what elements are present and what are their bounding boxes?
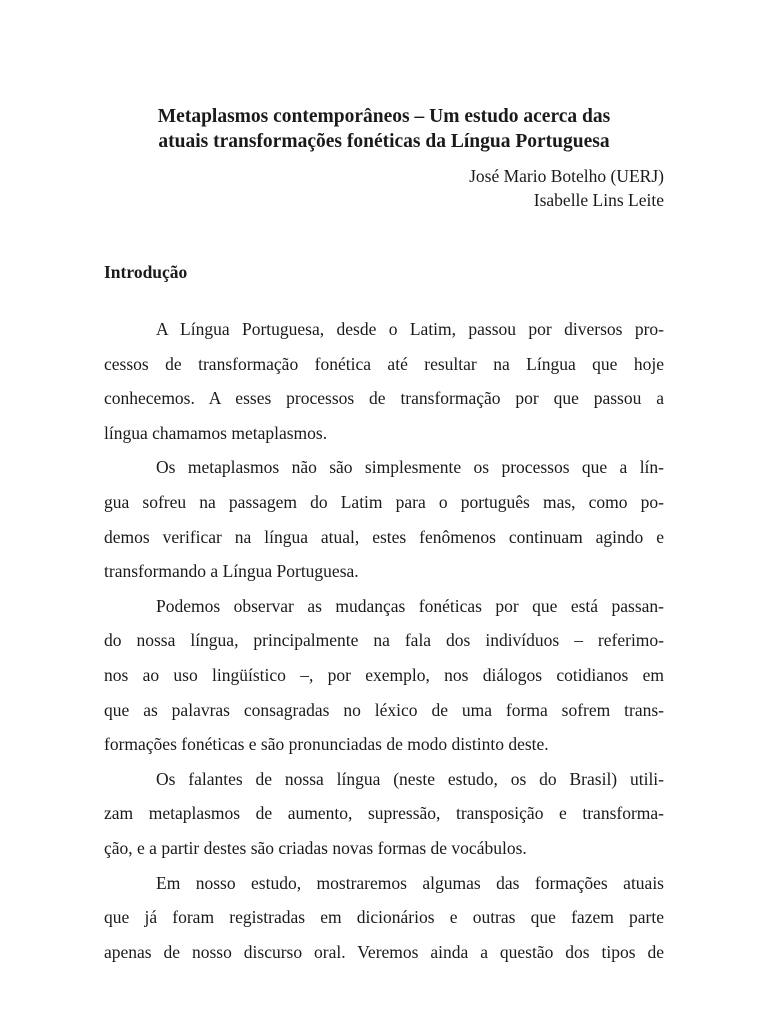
paragraph-line: que as palavras consagradas no léxico de uma forma sofrem trans- <box>104 699 664 720</box>
body-text <box>104 312 664 969</box>
paragraph-line: gua sofreu na passagem do Latim para o português mas, como po- <box>104 491 664 512</box>
paragraph <box>104 450 664 588</box>
paragraph <box>104 762 664 866</box>
paragraph-line: A Língua Portuguesa, desde o Latim, passou por diversos pro- <box>156 319 664 339</box>
paragraph-line: Os metaplasmos não são simplesmente os processos que a lín- <box>156 457 664 478</box>
paragraph-line: língua chamamos metaplasmos. <box>104 422 328 443</box>
document-page <box>104 104 664 962</box>
author-name: José Mario Botelho (UERJ) <box>469 166 664 186</box>
paragraph-line: formações fonéticas e são pronunciadas de modo distinto deste. <box>104 734 549 755</box>
paragraph-line: que já foram registradas em dicionários e outras que fazem parte <box>104 907 664 928</box>
paragraph-line: do nossa língua, principalmente na fala dos indivíduos – referimo- <box>104 630 664 651</box>
paragraph-line: cessos de transformação fonética até resultar na Língua que hoje <box>104 353 664 374</box>
paragraph-line: conhecemos. A esses processos de transformação por que passou a <box>104 388 664 409</box>
paragraph <box>104 312 664 450</box>
author-name: Isabelle Lins Leite <box>533 190 664 210</box>
paragraph-line: transformando a Língua Portuguesa. <box>104 561 359 582</box>
section-heading: Introdução <box>104 262 188 282</box>
paragraph-line: Os falantes de nossa língua (neste estudo, os do Brasil) utili- <box>156 768 664 789</box>
paragraph <box>104 866 664 970</box>
paragraph <box>104 589 664 762</box>
paragraph-line: zam metaplasmos de aumento, supressão, transposição e transforma- <box>104 803 664 824</box>
paragraph-line: ção, e a partir destes são criadas novas formas de vocábulos. <box>104 837 527 858</box>
paragraph-line: apenas de nosso discurso oral. Veremos ainda a questão dos tipos de <box>104 941 664 962</box>
paragraph-line: nos ao uso lingüístico –, por exemplo, nos diálogos cotidianos em <box>104 664 664 685</box>
paragraph-line: demos verificar na língua atual, estes fenômenos continuam agindo e <box>104 526 664 547</box>
paragraph-line: Em nosso estudo, mostraremos algumas das formações atuais <box>156 872 664 893</box>
author-block <box>104 164 664 212</box>
title-line-2: atuais transformações fonéticas da Língua Portuguesa <box>158 131 610 152</box>
paper-title <box>104 104 664 154</box>
paragraph-line: Podemos observar as mudanças fonéticas por que está passan- <box>156 595 664 616</box>
title-line-1: Metaplasmos contemporâneos – Um estudo acerca das <box>157 106 611 127</box>
